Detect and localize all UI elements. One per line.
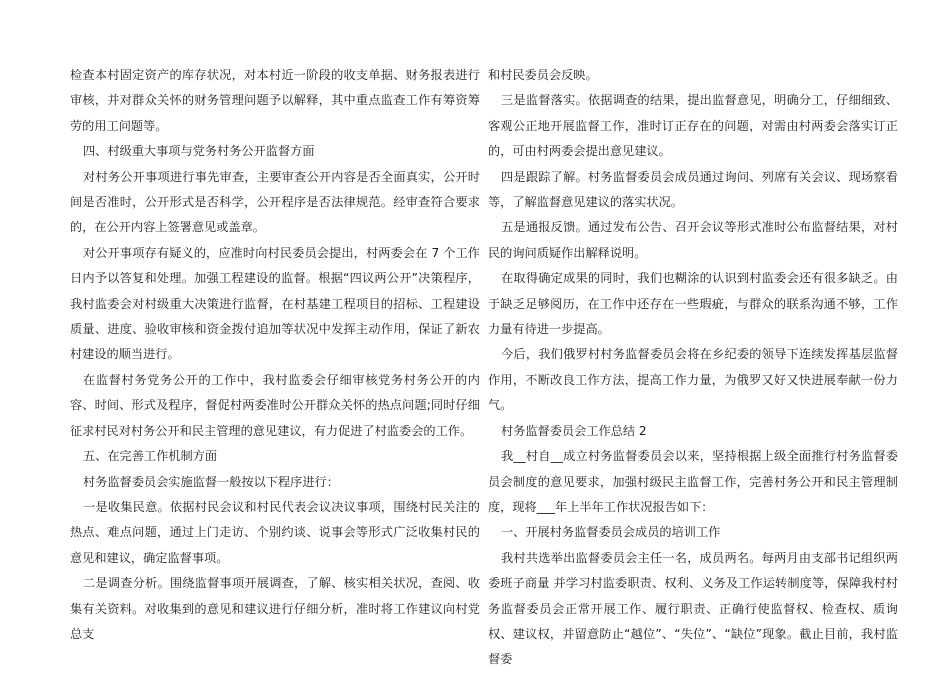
paragraph: 我村共选举出监督委员会主任一名，成员两名。每两月由支部书记组织两委班子商量 并学习村监委职责、权利、义务及工作运转制度等，保障我村村务监督委员会正常开展工作、履行职责、正确行使监督权、检查权、质询权、建议权，并留意防止“越位”、“失位”、“缺位”现象。截止目前，我村监督委 — [488, 550, 898, 667]
section-heading: 四、村级重大事项与党务村务公开监督方面 — [83, 144, 315, 159]
paragraph: 五是通报反馈。通过发布公告、召开会议等形式准时公布监督结果，对村民的询问质疑作出解释说明。 — [488, 220, 898, 260]
paragraph: 检查本村固定资产的库存状况，对本村近一阶段的收支单据、财务报表进行审核，并对群众关怀的财务管理问题予以解释，其中重点监查工作有筹资筹劳的用工问题等。 — [70, 68, 480, 133]
section-heading: 一、开展村务监督委员会成员的培训工作 — [501, 525, 721, 540]
paragraph: 我__村自__成立村务监督委员会以来，坚持根据上级全面推行村务监督委员会制度的意见要求，加强村级民主监督工作，完善村务公开和民主管理制度，现将___年上半年工作状况报告如下： — [488, 449, 898, 514]
paragraph: 村务监督委员会实施监督一般按以下程序进行： — [83, 474, 339, 489]
paragraph: 和村民委员会反映。 — [488, 68, 598, 82]
paragraph: 今后，我们俄罗村村务监督委员会将在乡纪委的领导下连续发挥基层监督作用，不断改良工作方法，提高工作力量，为俄罗又好又快进展奉献一份力气。 — [488, 347, 898, 413]
paragraph: 在取得确定成果的同时，我们也糊涂的认识到村监委会还有很多缺乏。由于缺乏足够阅历，在工作中还存在一些瑕疵，与群众的联系沟通不够，工作力量有待进一步提高。 — [488, 271, 898, 337]
paragraph: 对村务公开事项进行事先审查，主要审查公开内容是否全面真实，公开时间是否准时，公开形式是否科学，公开程序是否法律规范。经审查符合要求的，在公开内容上签署意见或盖章。 — [70, 169, 480, 235]
left-column — [70, 63, 480, 647]
paragraph: 二是调查分析。围绕监督事项开展调查，了解、核实相关状况，查阅、收集有关资料。对收集到的意见和建议进行仔细分析，准时将工作建议向村党总支 — [70, 576, 480, 641]
paragraph: 对公开事项存有疑义的，应准时向村民委员会提出，村两委会在 7 个工作日内予以答复和处理。加强工程建设的监督。根据“四议两公开”决策程序，我村监委会对村级重大决策进行监督，在村基建工程项目的招标、工程建设质量、进度、验收审核和资金拨付追加等状况中发挥主动作用，保证了新农村建设的顺当进行。 — [70, 245, 480, 362]
paragraph: 在监督村务党务公开的工作中，我村监委会仔细审核党务村务公开的内容、时间、形式及程序，督促村两委准时公开群众关怀的热点问题;同时仔细征求村民对村务公开和民主管理的意见建议，有力促进了村监委会的工作。 — [70, 372, 480, 438]
section-heading: 村务监督委员会工作总结 2 — [501, 423, 647, 438]
paragraph: 四是跟踪了解。村务监督委员会成员通过询问、列席有关会议、现场察看等，了解监督意见建议的落实状况。 — [488, 169, 898, 210]
paragraph: 三是监督落实。依据调查的结果，提出监督意见，明确分工，仔细细致、客观公正地开展监督工作，准时订正存在的问题，对需由村两委会落实订正的，可由村两委会提出意见建议。 — [488, 93, 898, 159]
right-column — [488, 63, 898, 673]
paragraph: 一是收集民意。依据村民会议和村民代表会议决议事项，围绕村民关注的热点、难点问题，通过上门走访、个别约谈、说事会等形式广泛收集村民的意见和建议，确定监督事项。 — [70, 499, 480, 565]
section-heading: 五、在完善工作机制方面 — [83, 449, 218, 464]
